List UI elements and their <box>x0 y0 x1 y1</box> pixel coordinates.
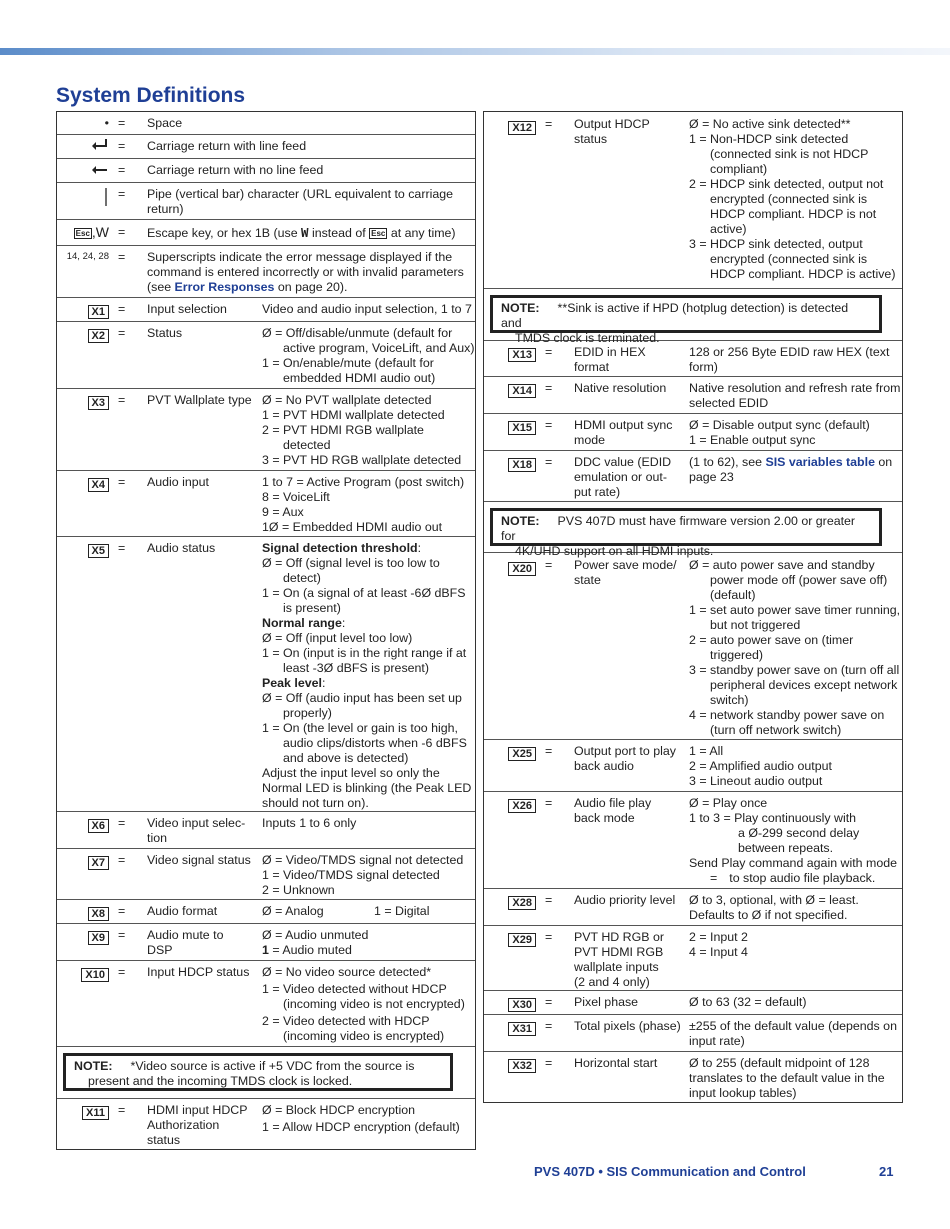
note-sink-active: NOTE: **Sink is active if HPD (hotplug detection) is detected and TMDS clock is terminated. <box>490 295 882 333</box>
variable-x15-label: X15 <box>508 421 536 435</box>
page-footer: PVS 407D • SIS Communication and Control <box>534 1164 806 1179</box>
variable-x18-label: X18 <box>508 458 536 472</box>
variable-x31-label: X31 <box>508 1022 536 1036</box>
row-x31: X31 = Total pixels (phase) ±255 of the default value (depends on input rate) <box>484 1015 902 1052</box>
variable-x6-label: X6 <box>88 819 109 833</box>
row-note3 <box>484 502 902 558</box>
variable-x2-label: X2 <box>88 329 109 343</box>
row-x5: X5 = Audio status Signal detection threshold: Ø = Off (signal level is too low to detect) 1 = On (a signal of at least -6Ø dBFS is present) Normal range: Ø = Off (input level too low) 1 = On (input is in the right range if at least -3Ø dBFS is present) Peak level: Ø = Off (audio input has been set up properly) 1 = On (the level or gain is too high, audio clips/distorts when -6 dBFS and above is detected) Adjust the input level so only the Normal LED is blinking (the Peak LED should not turn on). <box>57 537 475 812</box>
variable-x13-label: X13 <box>508 348 536 362</box>
row-x6: X6 = Video input selec- tion Inputs 1 to 6 only <box>57 812 475 849</box>
esc-key-icon: Esc <box>75 229 90 238</box>
variable-x26-label: X26 <box>508 799 536 813</box>
row-escape: Esc ,W = Escape key, or hex 1B (use W instead of Esc at any time) <box>57 220 475 246</box>
variable-x10-label: X10 <box>81 968 109 982</box>
row-superscripts: 14, 24, 28 = Superscripts indicate the error message displayed if the command is entered incorrectly or with invalid parameters (see Error Responses on page 20). <box>57 246 475 298</box>
carriage-return-lf-icon <box>57 138 109 156</box>
esc-key-icon: Esc <box>371 229 386 238</box>
row-x30: X30 = Pixel phase Ø to 63 (32 = default) <box>484 991 902 1015</box>
row-x3: X3 = PVT Wallplate type Ø = No PVT wallplate detected 1 = PVT HDMI wallplate detected 2 = PVT HDMI RGB wallplate detected 3 = PVT HD RGB wallplate detected <box>57 389 475 471</box>
variable-x28-label: X28 <box>508 896 536 910</box>
pipe-icon <box>57 188 109 210</box>
variable-x29-label: X29 <box>508 933 536 947</box>
row-note1 <box>57 1047 475 1099</box>
variable-x1-label: X1 <box>88 305 109 319</box>
row-x7: X7 = Video signal status Ø = Video/TMDS signal not detected 1 = Video/TMDS signal detected 2 = Unknown <box>57 849 475 900</box>
row-x2: X2 = Status Ø = Off/disable/unmute (default for active program, VoiceLift, and Aux) 1 = On/enable/mute (default for embedded HDMI audio out) <box>57 322 475 389</box>
row-x20: X20 = Power save mode/ state Ø = auto power save and standby power mode off (power save off) (default) 1 = set auto power save timer running, but not triggered 2 = auto power save on (timer triggered) 3 = standby power save on (turn off all peripheral devices except network switch) 4 = network standby power save on (turn off network switch) <box>484 553 902 740</box>
row-x14: X14 = Native resolution Native resolution and refresh rate from selected EDID <box>484 377 902 414</box>
row-x18: X18 = DDC value (EDID emulation or out- put rate) (1 to 62), see SIS variables table on page 23 <box>484 451 902 502</box>
row-x12: X12 = Output HDCP status Ø = No active sink detected** 1 = Non-HDCP sink detected (connected sink is not HDCP compliant) 2 = HDCP sink detected, output not encrypted (connected sink is HDCP compliant. HDCP is not active) 3 = HDCP sink detected, output encrypted (connected sink is HDCP compliant. HDCP is active) <box>484 112 902 289</box>
row-pipe: = Pipe (vertical bar) character (URL equivalent to carriage return) <box>57 183 475 220</box>
variable-x5-label: X5 <box>88 544 109 558</box>
variable-x8-label: X8 <box>88 907 109 921</box>
row-x4: X4 = Audio input 1 to 7 = Active Program (post switch) 8 = VoiceLift 9 = Aux 1Ø = Embedded HDMI audio out <box>57 471 475 537</box>
left-definitions-table <box>56 111 476 1150</box>
row-x8: X8 = Audio format Ø = Analog 1 = Digital <box>57 900 475 924</box>
row-x28: X28 = Audio priority level Ø to 3, optional, with Ø = least. Defaults to Ø if not specified. <box>484 889 902 926</box>
variable-x9-label: X9 <box>88 931 109 945</box>
page-title: System Definitions <box>56 84 246 107</box>
row-x10: X10 = Input HDCP status Ø = No video source detected* 1 = Video detected without HDCP (incoming video is not encrypted) 2 = Video detected with HDCP (incoming video is encrypted) <box>57 961 475 1047</box>
row-x11: X11 = HDMI input HDCP Authorization status Ø = Block HDCP encryption 1 = Allow HDCP encryption (default) <box>57 1099 475 1149</box>
row-note2 <box>484 289 902 345</box>
error-responses-link[interactable]: Error Responses <box>174 280 275 294</box>
variable-x14-label: X14 <box>508 384 536 398</box>
right-definitions-table <box>483 111 903 1103</box>
variable-x25-label: X25 <box>508 747 536 761</box>
header-gradient-bar <box>0 48 950 55</box>
row-x32: X32 = Horizontal start Ø to 255 (default midpoint of 128 translates to the default value in the input lookup tables) <box>484 1052 902 1103</box>
page-number: 21 <box>879 1164 894 1179</box>
variable-x12-label: X12 <box>508 121 536 135</box>
row-x13: X13 = EDID in HEX format 128 or 256 Byte EDID raw HEX (text form) <box>484 341 902 377</box>
variable-x30-label: X30 <box>508 998 536 1012</box>
row-cr-lf: = Carriage return with line feed <box>57 135 475 159</box>
variable-x7-label: X7 <box>88 856 109 870</box>
variable-x3-label: X3 <box>88 396 109 410</box>
sis-variables-table-link[interactable]: SIS variables table <box>765 455 875 469</box>
variable-x32-label: X32 <box>508 1059 536 1073</box>
row-x29: X29 = PVT HD RGB or PVT HDMI RGB wallplate inputs (2 and 4 only) 2 = Input 2 4 = Input 4 <box>484 926 902 991</box>
row-x15: X15 = HDMI output sync mode Ø = Disable output sync (default) 1 = Enable output sync <box>484 414 902 451</box>
carriage-return-icon <box>57 163 109 181</box>
note-firmware: NOTE: PVS 407D must have firmware version 2.00 or greater for 4K/UHD support on all HDMI inputs. <box>490 508 882 546</box>
row-x9: X9 = Audio mute to DSP Ø = Audio unmuted 1 = Audio muted <box>57 924 475 961</box>
row-space: • = Space <box>57 112 475 135</box>
row-x25: X25 = Output port to play back audio 1 = All 2 = Amplified audio output 3 = Lineout audio output <box>484 740 902 792</box>
row-x1: X1 = Input selection Video and audio input selection, 1 to 7 <box>57 298 475 322</box>
variable-x20-label: X20 <box>508 562 536 576</box>
variable-x4-label: X4 <box>88 478 109 492</box>
variable-x11-label: X11 <box>82 1106 109 1120</box>
row-cr: = Carriage return with no line feed <box>57 159 475 183</box>
note-video-source: NOTE: *Video source is active if +5 VDC from the source is present and the incoming TMDS clock is locked. <box>63 1053 453 1091</box>
bullet-icon: • <box>104 116 109 130</box>
row-x26: X26 = Audio file play back mode Ø = Play once 1 to 3 = Play continuously with a Ø-299 second delay between repeats. Send Play command again with mode = to stop audio file playback. <box>484 792 902 889</box>
